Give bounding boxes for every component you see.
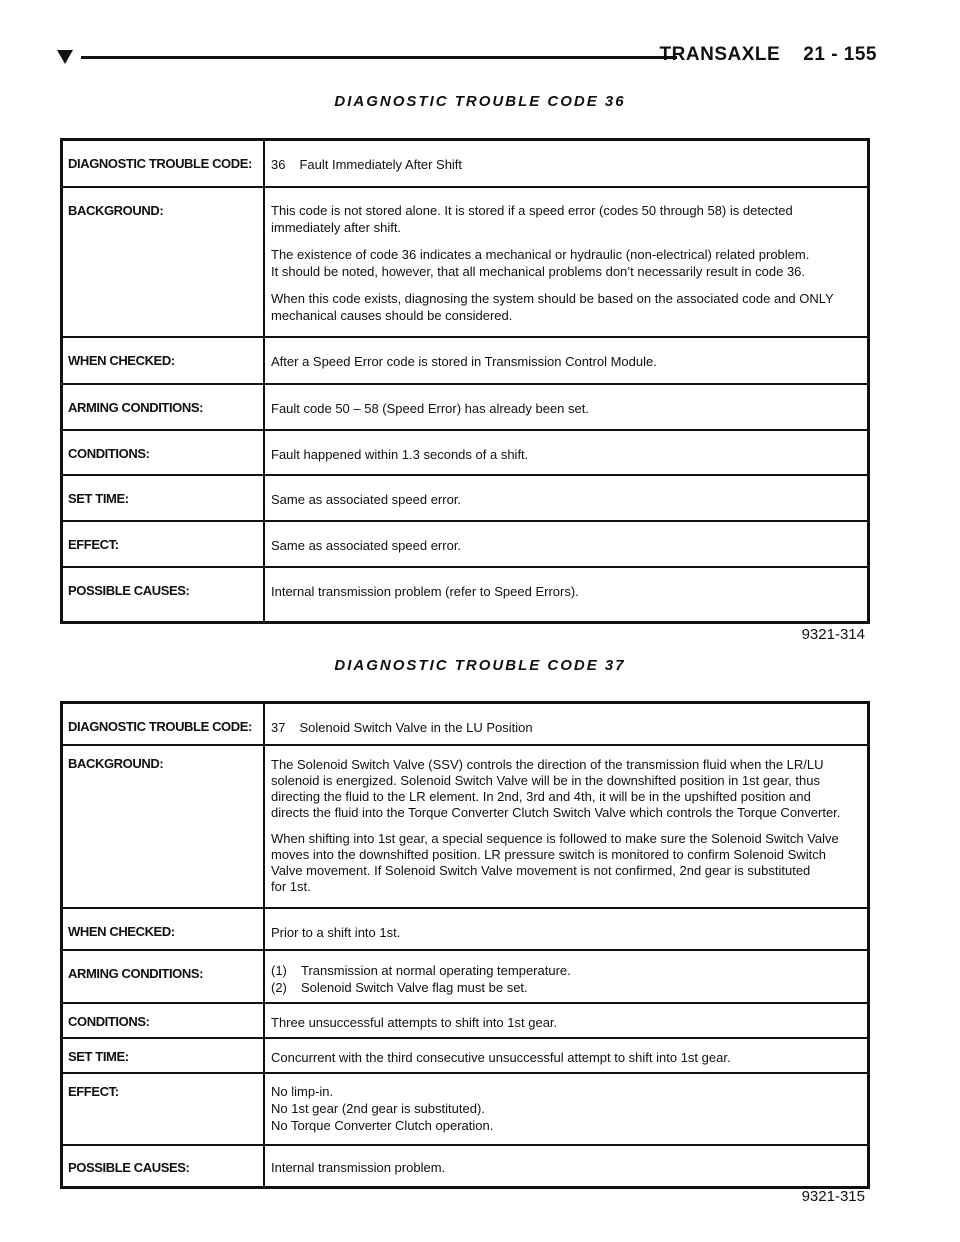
dtc-37-effect-row bbox=[63, 1074, 867, 1146]
page-header bbox=[57, 44, 877, 74]
set-time-label: SET TIME: bbox=[63, 476, 265, 520]
dtc-36-causes-row bbox=[63, 568, 867, 621]
arming-item bbox=[271, 979, 859, 996]
text-line: directs the fluid into the Torque Converter Clutch Switch Valve which controls the Torque Converter. bbox=[271, 805, 841, 820]
dtc-36-arming-row bbox=[63, 385, 867, 431]
item-number: (1) bbox=[271, 963, 287, 978]
dtc-36-when-checked-row bbox=[63, 338, 867, 385]
causes-value: Internal transmission problem. bbox=[271, 1160, 446, 1175]
arming-item bbox=[271, 962, 859, 979]
dtc-37-arming-row bbox=[63, 951, 867, 1004]
item-text: Solenoid Switch Valve flag must be set. bbox=[301, 980, 528, 995]
causes-label: POSSIBLE CAUSES: bbox=[63, 1146, 265, 1186]
conditions-label: CONDITIONS: bbox=[63, 431, 265, 474]
effect-label: EFFECT: bbox=[63, 522, 265, 566]
text-line: When this code exists, diagnosing the system should be based on the associated code and ONLY bbox=[271, 291, 834, 306]
conditions-label: CONDITIONS: bbox=[63, 1004, 265, 1037]
figure-code-9321-315: 9321-315 bbox=[801, 1188, 865, 1205]
text-line: It should be noted, however, that all mechanical problems don’t necessarily result in code 36. bbox=[271, 264, 806, 279]
triangle-marker-icon bbox=[57, 50, 73, 64]
set-time-value: Concurrent with the third consecutive unsuccessful attempt to shift into 1st gear. bbox=[271, 1050, 731, 1065]
effect-value: Same as associated speed error. bbox=[271, 538, 462, 553]
text-line: The existence of code 36 indicates a mechanical or hydraulic (non-electrical) related problem. bbox=[271, 247, 810, 262]
effect-label: EFFECT: bbox=[63, 1074, 265, 1144]
section-title-dtc-36: DIAGNOSTIC TROUBLE CODE 36 bbox=[334, 93, 626, 110]
text-line: Valve movement. If Solenoid Switch Valve movement is not confirmed, 2nd gear is substituted bbox=[271, 863, 811, 878]
background-paragraph bbox=[271, 246, 859, 280]
dtc-code-label: DIAGNOSTIC TROUBLE CODE: bbox=[63, 141, 265, 186]
background-paragraph bbox=[271, 757, 859, 821]
dtc-37-set-time-row bbox=[63, 1039, 867, 1074]
set-time-label: SET TIME: bbox=[63, 1039, 265, 1072]
set-time-value: Same as associated speed error. bbox=[271, 492, 462, 507]
when-checked-value: Prior to a shift into 1st. bbox=[271, 925, 401, 940]
effect-line: No limp-in. bbox=[271, 1084, 334, 1099]
dtc-36-code-row bbox=[63, 141, 867, 188]
dtc-code-value bbox=[265, 141, 867, 186]
dtc-code-name: Fault Immediately After Shift bbox=[299, 157, 463, 172]
arming-label: ARMING CONDITIONS: bbox=[63, 951, 265, 1002]
causes-label: POSSIBLE CAUSES: bbox=[63, 568, 265, 621]
item-number: (2) bbox=[271, 980, 287, 995]
arming-label: ARMING CONDITIONS: bbox=[63, 385, 265, 429]
dtc-code-number: 36 bbox=[271, 157, 286, 172]
background-label: BACKGROUND: bbox=[63, 188, 265, 336]
background-paragraph bbox=[271, 290, 859, 324]
section-title-dtc-37: DIAGNOSTIC TROUBLE CODE 37 bbox=[334, 657, 626, 674]
conditions-value: Fault happened within 1.3 seconds of a shift. bbox=[271, 447, 529, 462]
dtc-code-number: 37 bbox=[271, 720, 286, 735]
dtc-36-background-row bbox=[63, 188, 867, 338]
text-line: immediately after shift. bbox=[271, 220, 402, 235]
dtc-37-conditions-row bbox=[63, 1004, 867, 1039]
text-line: The Solenoid Switch Valve (SSV) controls the direction of the transmission fluid when the LR/LU bbox=[271, 757, 824, 772]
when-checked-label: WHEN CHECKED: bbox=[63, 338, 265, 383]
dtc-37-when-checked-row bbox=[63, 909, 867, 951]
background-value bbox=[265, 746, 867, 907]
dtc-36-conditions-row bbox=[63, 431, 867, 476]
conditions-value: Three unsuccessful attempts to shift into 1st gear. bbox=[271, 1015, 558, 1030]
background-value bbox=[265, 188, 867, 336]
dtc-36-set-time-row bbox=[63, 476, 867, 522]
dtc-36-effect-row bbox=[63, 522, 867, 568]
dtc-code-name: Solenoid Switch Valve in the LU Position bbox=[299, 720, 533, 735]
arming-value: Fault code 50 – 58 (Speed Error) has already been set. bbox=[271, 401, 589, 416]
header-title: TRANSAXLE 21 - 155 bbox=[659, 44, 877, 65]
text-line: This code is not stored alone. It is stored if a speed error (codes 50 through 58) is detected bbox=[271, 203, 793, 218]
when-checked-label: WHEN CHECKED: bbox=[63, 909, 265, 949]
text-line: moves into the downshifted position. LR pressure switch is monitored to confirm Solenoid Switch bbox=[271, 847, 826, 862]
effect-value bbox=[265, 1074, 867, 1144]
item-text: Transmission at normal operating temperature. bbox=[301, 963, 571, 978]
figure-code-9321-314: 9321-314 bbox=[801, 626, 865, 643]
background-paragraph bbox=[271, 831, 859, 895]
text-line: directing the fluid to the LR element. In 2nd, 3rd and 4th, it will be in the upshifted position and bbox=[271, 789, 811, 804]
dtc-37-table bbox=[60, 701, 870, 1189]
text-line: solenoid is energized. Solenoid Switch Valve will be in the downshifted position in 1st gear, thus bbox=[271, 773, 820, 788]
dtc-37-causes-row bbox=[63, 1146, 867, 1186]
dtc-36-table bbox=[60, 138, 870, 624]
dtc-37-background-row bbox=[63, 746, 867, 909]
text-line: When shifting into 1st gear, a special sequence is followed to make sure the Solenoid Switch Valve bbox=[271, 831, 839, 846]
causes-value: Internal transmission problem (refer to Speed Errors). bbox=[271, 584, 579, 599]
text-line: for 1st. bbox=[271, 879, 311, 894]
background-paragraph bbox=[271, 202, 859, 236]
effect-line: No 1st gear (2nd gear is substituted). bbox=[271, 1101, 485, 1116]
when-checked-value: After a Speed Error code is stored in Transmission Control Module. bbox=[271, 354, 657, 369]
dtc-code-value bbox=[265, 704, 867, 744]
dtc-code-label: DIAGNOSTIC TROUBLE CODE: bbox=[63, 704, 265, 744]
effect-line: No Torque Converter Clutch operation. bbox=[271, 1118, 494, 1133]
dtc-37-code-row bbox=[63, 704, 867, 746]
arming-value bbox=[265, 951, 867, 1002]
header-rule bbox=[81, 56, 677, 59]
text-line: mechanical causes should be considered. bbox=[271, 308, 513, 323]
background-label: BACKGROUND: bbox=[63, 746, 265, 907]
